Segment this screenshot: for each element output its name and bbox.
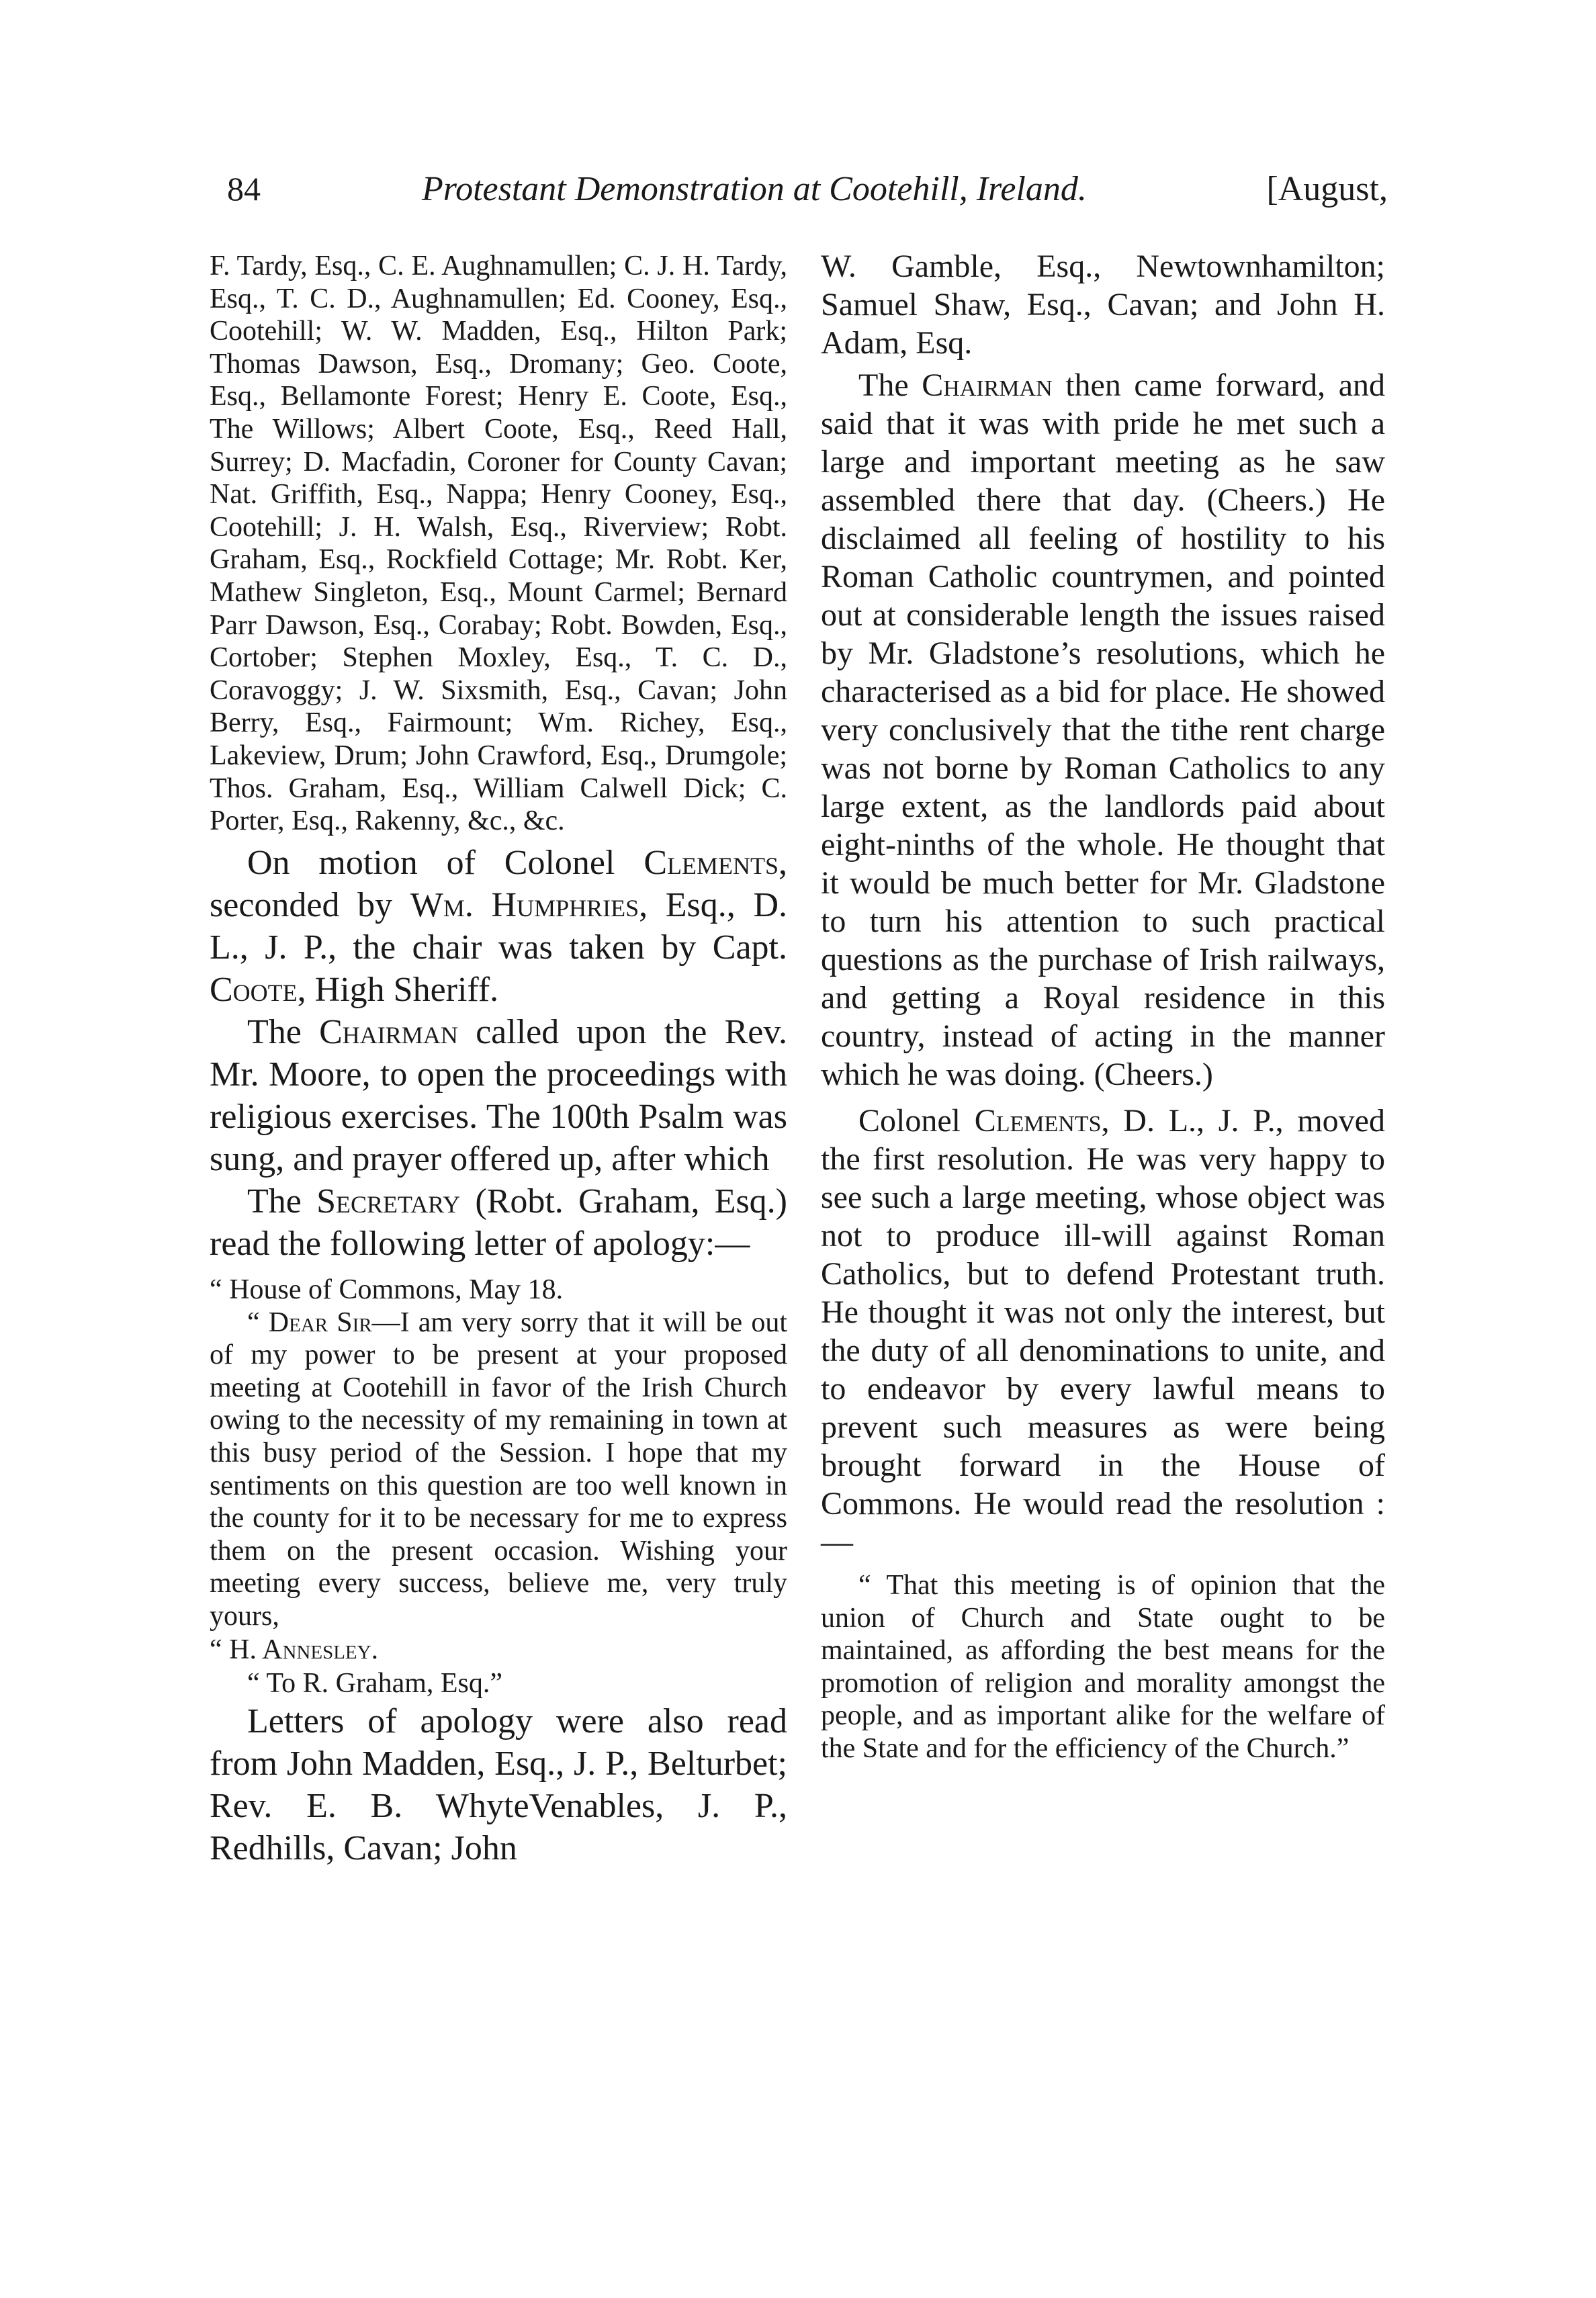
resolution-quote: “ That this meeting is of opinion that the union of Church and State ought to be maintained, as affording the best means for the promotion of religion and morality amongst the people, and as important alike for the welfare of the State and for the efficiency of the Church.” [821, 1570, 1385, 1764]
left-column [210, 250, 787, 1869]
clements-speech-paragraph: Colonel Clements, D. L., J. P., moved the first resolution. He was very happy to see such a large meeting, whose object was not to produce ill-will against Roman Catholics, but to defend Protestant truth. He thought it was not only the interest, but the duty of all denominations to unite, and to endeavor by every lawful means to prevent such measures as were being brought forward in the House of Commons. He would read the resolution :— [821, 1103, 1385, 1560]
running-month: [August, [1266, 170, 1388, 208]
letter-recipient: “ To R. Graham, Esq.” [247, 1667, 503, 1699]
page-number: 84 [227, 170, 261, 208]
chairman-call-paragraph: The Chairman called upon the Rev. Mr. Moore, to open the proceedings with religious exercises. The 100th Psalm was sung, and prayer offered up, after which [210, 1012, 787, 1178]
right-column [821, 247, 1385, 1765]
letter-date: “ House of Commons, May 18. [210, 1274, 564, 1305]
attendee-list: F. Tardy, Esq., C. E. Aughnamullen; C. J. H. Tardy, Esq., T. C. D., Aughnamullen; Ed. Cooney, Esq., Cootehill; W. W. Madden, Esq., Hilton Park; Thomas Dawson, Esq., Dromany; Geo. Coote, Esq., Bellamonte Forest; Henry E. Coote, Esq., The Willows; Albert Coote, Esq., Reed Hall, Surrey; D. Macfadin, Coroner for County Cavan; Nat. Griffith, Esq., Nappa; Henry Cooney, Esq., Cootehill; J. H. Walsh, Esq., Riverview; Robt. Graham, Esq., Rockfield Cottage; Mr. Robt. Ker, Mathew Singleton, Esq., Mount Carmel; Bernard Parr Dawson, Esq., Corabay; Robt. Bowden, Esq., Cortober; Stephen Moxley, Esq., T. C. D., Coravoggy; J. W. Sixsmith, Esq., Cavan; John Berry, Esq., Fairmount; Wm. Richey, Esq., Lakeview, Drum; John Crawford, Esq., Drumgole; Thos. Graham, Esq., William Calwell Dick; C. Porter, Esq., Rakenny, &c., &c. [210, 251, 787, 837]
running-header [227, 169, 1388, 223]
secretary-paragraph: The Secretary (Robt. Graham, Esq.) read the following letter of apology:— [210, 1182, 787, 1263]
letter-signature: “ H. Annesley. [210, 1634, 379, 1665]
continuation-paragraph: W. Gamble, Esq., Newtownhamilton; Samuel Shaw, Esq., Cavan; and John H. Adam, Esq. [821, 249, 1385, 361]
motion-paragraph: On motion of Colonel Clements, seconded by Wm. Humphries, Esq., D. L., J. P., the chair was taken by Capt. Coote, High Sheriff. [210, 843, 787, 1009]
running-title: Protestant Demonstration at Cootehill, Ireland. [422, 170, 1087, 208]
apologies-paragraph: Letters of apology were also read from John Madden, Esq., J. P., Belturbet; Rev. E. B. WhyteVenables, J. P., Redhills, Cavan; John [210, 1702, 787, 1867]
chairman-speech-paragraph: The Chairman then came forward, and said that it was with pride he met such a large and important meeting as he saw assembled there that day. (Cheers.) He disclaimed all feeling of hostility to his Roman Catholic countrymen, and pointed out at considerable length the issues raised by Mr. Gladstone’s resolutions, which he characterised as a bid for place. He showed very conclusively that the tithe rent charge was not borne by Roman Catholics to any large extent, as the landlords paid about eight-ninths of the whole. He thought that it would be much better for Mr. Gladstone to turn his attention to such practical questions as the purchase of Irish railways, and getting a Royal residence in this country, instead of acting in the manner which he was doing. (Cheers.) [821, 367, 1385, 1092]
letter-body: “ Dear Sir—I am very sorry that it will be out of my power to be present at your proposed meeting at Cootehill in favor of the Irish Church owing to the necessity of my remaining in town at this busy period of the Session. I hope that my sentiments on this question are too well known in the county for it to be necessary for me to express them on the present occasion. Wishing your meeting every success, believe me, very truly yours, [210, 1307, 787, 1632]
